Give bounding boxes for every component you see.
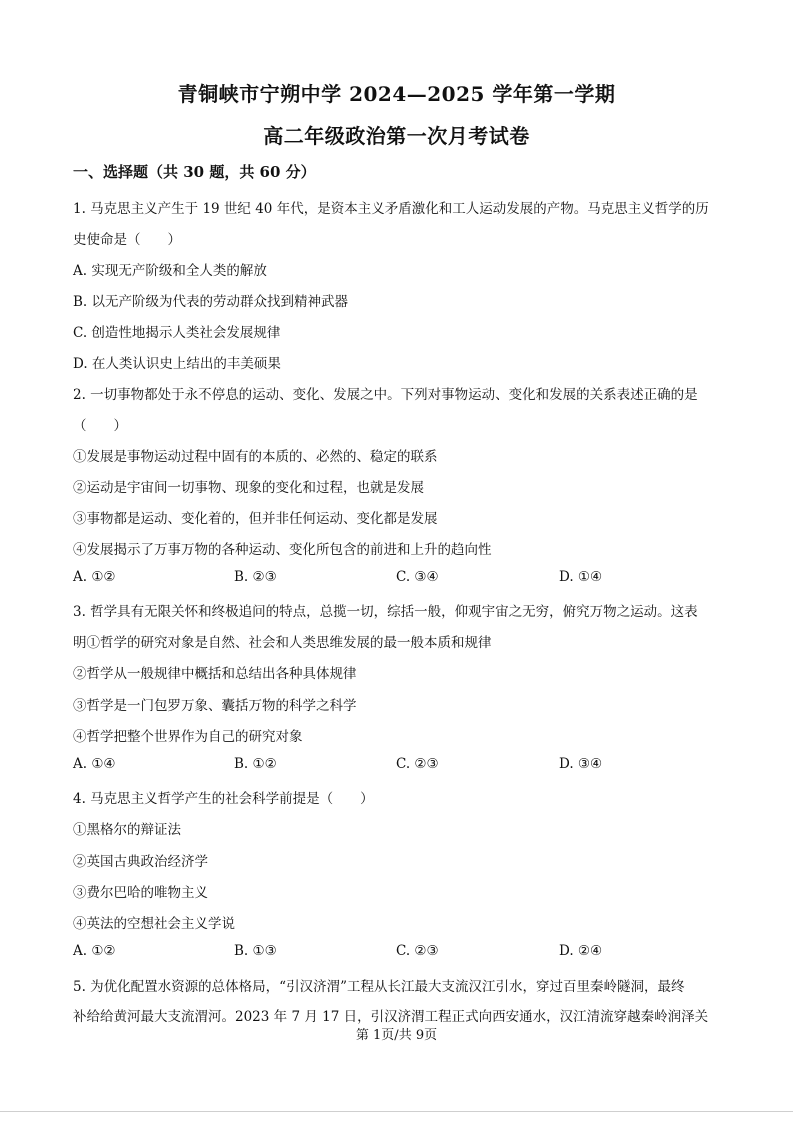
exam-title-line1: 青铜峡市宁朔中学 2024—2025 学年第一学期 <box>177 82 616 106</box>
q3-option-d: D. ③④ <box>559 756 603 772</box>
page-bottom-divider <box>0 1111 793 1112</box>
q3-stem-line1: 3. 哲学具有无限关怀和终极追问的特点，总揽一切，综括一般，仰观宇宙之无穷，俯究万物之运动。这表 <box>73 604 698 620</box>
q2-option-d: D. ①④ <box>559 569 603 585</box>
q4-option-b: B. ①③ <box>234 943 277 959</box>
q5-stem-line1: 5. 为优化配置水资源的总体格局，“引汉济渭”工程从长江最大支流汉江引水，穿过百里秦岭隧洞，最终 <box>73 979 685 995</box>
q5-stem-line2: 补给给黄河最大支流渭河。2023 年 7 月 17 日，引汉济渭工程正式向西安通水，汉江清流穿越秦岭润泽关 <box>73 1009 709 1025</box>
q2-statement-2: ②运动是宇宙间一切事物、现象的变化和过程，也就是发展 <box>73 480 424 496</box>
q1-stem-line1: 1. 马克思主义产生于 19 世纪 40 年代，是资本主义矛盾激化和工人运动发展的产物。马克思主义哲学的历 <box>73 201 709 217</box>
exam-title-line2: 高二年级政治第一次月考试卷 <box>263 124 530 148</box>
q3-option-c: C. ②③ <box>396 756 439 772</box>
q1-option-d: D. 在人类认识史上结出的丰美硕果 <box>73 356 281 372</box>
q2-statement-1: ①发展是事物运动过程中固有的本质的、必然的、稳定的联系 <box>73 449 438 465</box>
q4-options <box>73 943 733 963</box>
q1-stem-line2: 史使命是（ ） <box>73 232 181 248</box>
q2-options <box>73 569 733 589</box>
q4-stem-line1: 4. 马克思主义哲学产生的社会科学前提是（ ） <box>73 791 374 807</box>
q4-option-c: C. ②③ <box>396 943 439 959</box>
q2-option-c: C. ③④ <box>396 569 439 585</box>
q2-statement-4: ④发展揭示了万事万物的各种运动、变化所包含的前进和上升的趋向性 <box>73 542 492 558</box>
q4-statement-2: ②英国古典政治经济学 <box>73 854 208 870</box>
q1-option-b: B. 以无产阶级为代表的劳动群众找到精神武器 <box>73 294 349 310</box>
q4-statement-4: ④英法的空想社会主义学说 <box>73 916 235 932</box>
q1-option-c: C. 创造性地揭示人类社会发展规律 <box>73 325 281 341</box>
q2-statement-3: ③事物都是运动、变化着的，但并非任何运动、变化都是发展 <box>73 511 438 527</box>
q1-option-a: A. 实现无产阶级和全人类的解放 <box>73 263 267 279</box>
q2-stem-line1: 2. 一切事物都处于永不停息的运动、变化、发展之中。下列对事物运动、变化和发展的关系表述正确的是 <box>73 387 698 403</box>
q2-option-b: B. ②③ <box>234 569 277 585</box>
q4-option-a: A. ①② <box>73 943 116 959</box>
q3-stem-line2: 明①哲学的研究对象是自然、社会和人类思维发展的最一般本质和规律 <box>73 635 492 651</box>
q3-option-b: B. ①② <box>234 756 277 772</box>
section-heading: 一、选择题（共 30 题，共 60 分） <box>73 163 316 181</box>
q3-statement-2: ②哲学从一般规律中概括和总结出各种具体规律 <box>73 666 357 682</box>
q3-option-a: A. ①④ <box>73 756 116 772</box>
page-number: 第 1页/共 9页 <box>355 1028 438 1043</box>
q3-statement-3: ③哲学是一门包罗万象、囊括万物的科学之科学 <box>73 698 357 714</box>
q4-statement-1: ①黑格尔的辩证法 <box>73 822 181 838</box>
q4-option-d: D. ②④ <box>559 943 603 959</box>
q2-option-a: A. ①② <box>73 569 116 585</box>
q3-options <box>73 756 733 776</box>
q2-stem-line2: （ ） <box>73 418 127 434</box>
q3-statement-4: ④哲学把整个世界作为自己的研究对象 <box>73 729 303 745</box>
q4-statement-3: ③费尔巴哈的唯物主义 <box>73 885 208 901</box>
